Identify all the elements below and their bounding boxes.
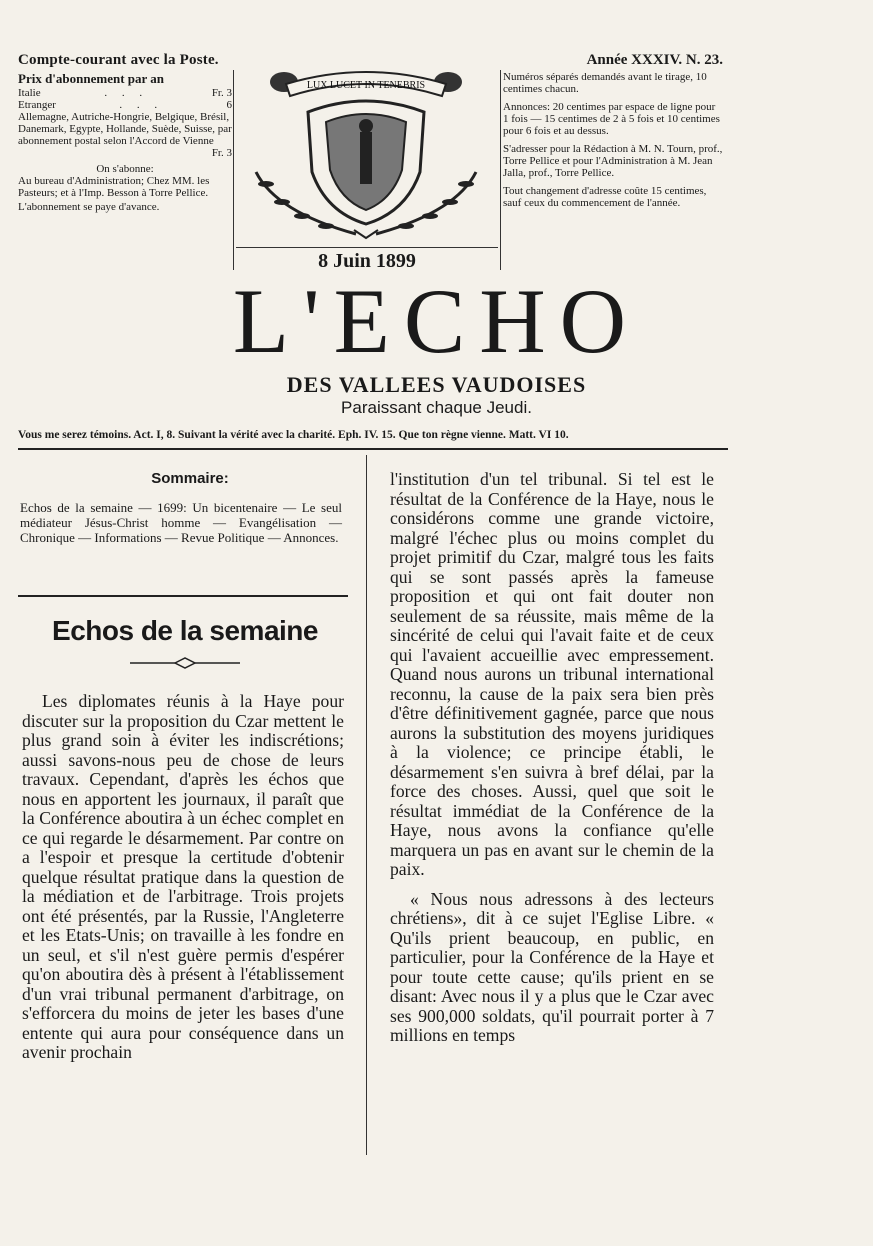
- column-divider: [366, 455, 367, 1155]
- subscription-price-title: Prix d'abonnement par an: [18, 71, 165, 86]
- price-value: 6: [226, 99, 232, 111]
- price-value: Fr. 3: [211, 87, 232, 99]
- price-country: Etranger: [18, 99, 56, 111]
- issue-number: Année XXXIV. N. 23.: [586, 52, 723, 68]
- masthead-subtitle: DES VALLEES VAUDOISES: [286, 372, 587, 397]
- article-title: Echos de la semaine: [52, 615, 318, 646]
- price-row-italy: [18, 87, 232, 99]
- price-row-abroad: [18, 99, 232, 111]
- sommaire-rule: [18, 595, 348, 597]
- article-left-column: [22, 692, 344, 1063]
- issue-date: 8 Juin 1899: [318, 250, 416, 272]
- ornament-divider: [130, 655, 240, 671]
- flourish-icon: [130, 655, 240, 671]
- postal-account-title: Compte-courant avec la Poste.: [18, 52, 219, 68]
- issue-info: [503, 52, 723, 215]
- vaudois-emblem: [246, 62, 486, 242]
- date-rule: [236, 247, 498, 248]
- masthead-rule: [18, 448, 728, 450]
- emblem-icon: [246, 62, 486, 242]
- subscribe-title: On s'abonne:: [96, 163, 154, 175]
- article-paragraph: l'institution d'un tel tribunal. Si tel est le résultat de la Conférence de la Haye, nous le considérons comme une grande victoire, malgré l'échec plus ou moins complet du projet primitif du Czar, malgré tous les faits qui se sont passés après la fameuse proposition et qui ont fait douter non seulement de sa réussite, mais même de la sincérité de celui qui l'avait faite et de ceux qui l'avaient accueillie avec empressement. Quand nous aurons un tribunal international reconnu, la cause de la paix sera bien près d'être définitivement gagnée, parce que nous aurons la substitution des moyens juridiques à la violence; ce principe établi, le désarmement s'en suivra à bref délai, par la force des choses. Aussi, quel que soit le résultat immédiat de la Conférence de la Haye, nous avons la confiance qu'elle marquera un pas en avant sur le chemin de la paix.: [390, 469, 714, 879]
- article-paragraph: Les diplomates réunis à la Haye pour discuter sur la proposition du Czar mettent le plus grand soin à éviter les indiscrétions; aussi savons-nous peu de chose de leurs travaux. Cependant, d'après les échos que nous en apportent les journaux, il paraît que la Conférence aboutira à un échec complet en ce qui regarde le désarmement. Par contre on a l'espoir et presque la certitude d'obtenir quelque résultat pratique dans la question de la médiation et de l'arbitrage. Trois projets ont été présentés, par la Russie, l'Angleterre et les Etats-Unis; on travaille à les fondre en un seul, et s'il n'est guère permis d'espérer qu'on aboutira dès à présent à l'établissement d'un vrai tribunal permanent d'arbitrage, on s'efforcera du moins de jeter les bases d'une entente qui aura pour conséquence dans un avenir prochain: [22, 691, 344, 1062]
- sommaire-title: Sommaire:: [151, 470, 229, 487]
- masthead-tagline: Paraissant chaque Jeudi.: [341, 398, 532, 417]
- leader-dots: . . .: [104, 87, 149, 99]
- single-issue-note: Numéros séparés demandés avant le tirage, 10 centimes chacun.: [503, 71, 707, 95]
- header-divider-left: [233, 70, 234, 270]
- scripture-motto: Vous me serez témoins. Act. I, 8. Suivant la vérité avec la charité. Eph. IV. 15. Que ton règne vienne. Matt. VI 10.: [18, 429, 569, 441]
- article-right-column: [390, 470, 714, 1056]
- address-note: S'adresser pour la Rédaction à M. N. Tourn, prof., Torre Pellice et pour l'Administration à M. Jean Jalla, prof., Torre Pellice.: [503, 143, 723, 179]
- address-change-note: Tout changement d'adresse coûte 15 centimes, sauf ceux du commencement de l'année.: [503, 185, 707, 209]
- ads-note: Annonces: 20 centimes par espace de ligne pour 1 fois — 15 centimes de 2 à 5 fois et 10 centimes pour 6 fois et au dessus.: [503, 101, 720, 137]
- masthead-title: L'ECHO: [232, 270, 641, 372]
- price-row-union: [18, 147, 232, 159]
- header-divider-right: [500, 70, 501, 270]
- price-country: Italie: [18, 87, 41, 99]
- subscription-info: [18, 52, 232, 213]
- article-paragraph: « Nous nous adressons à des lecteurs chrétiens», dit à ce sujet l'Eglise Libre. « Qu'ils prient beaucoup, en public, en particulier, pour la Conférence de la Haye et pour toute cette cause; qu'ils prient en se disant: Avec nous il y a plus que le Czar avec ses 900,000 soldats, qu'il pourrait porter à 7 millions en temps: [390, 888, 714, 1045]
- emblem-motto: LUX LUCET IN TENEBRIS: [306, 80, 426, 91]
- subscribe-text: Au bureau d'Administration; Chez MM. les Pasteurs; et à l'Imp. Besson à Torre Pellice.: [18, 175, 210, 199]
- leader-dots: . . .: [119, 99, 164, 111]
- price-value: Fr. 3: [211, 147, 232, 159]
- advance-note: L'abonnement se paye d'avance.: [18, 201, 160, 213]
- sommaire-text: Echos de la semaine — 1699: Un bicentenaire — Le seul médiateur Jésus-Christ homme — Evangélisation — Chronique — Informations — Revue Politique — Annonces.: [20, 500, 342, 545]
- postal-union-text: Allemagne, Autriche-Hongrie, Belgique, Brésil, Danemark, Egypte, Hollande, Suède, Suisse, par abonnement postal selon l'Accord de Vienne: [18, 111, 232, 147]
